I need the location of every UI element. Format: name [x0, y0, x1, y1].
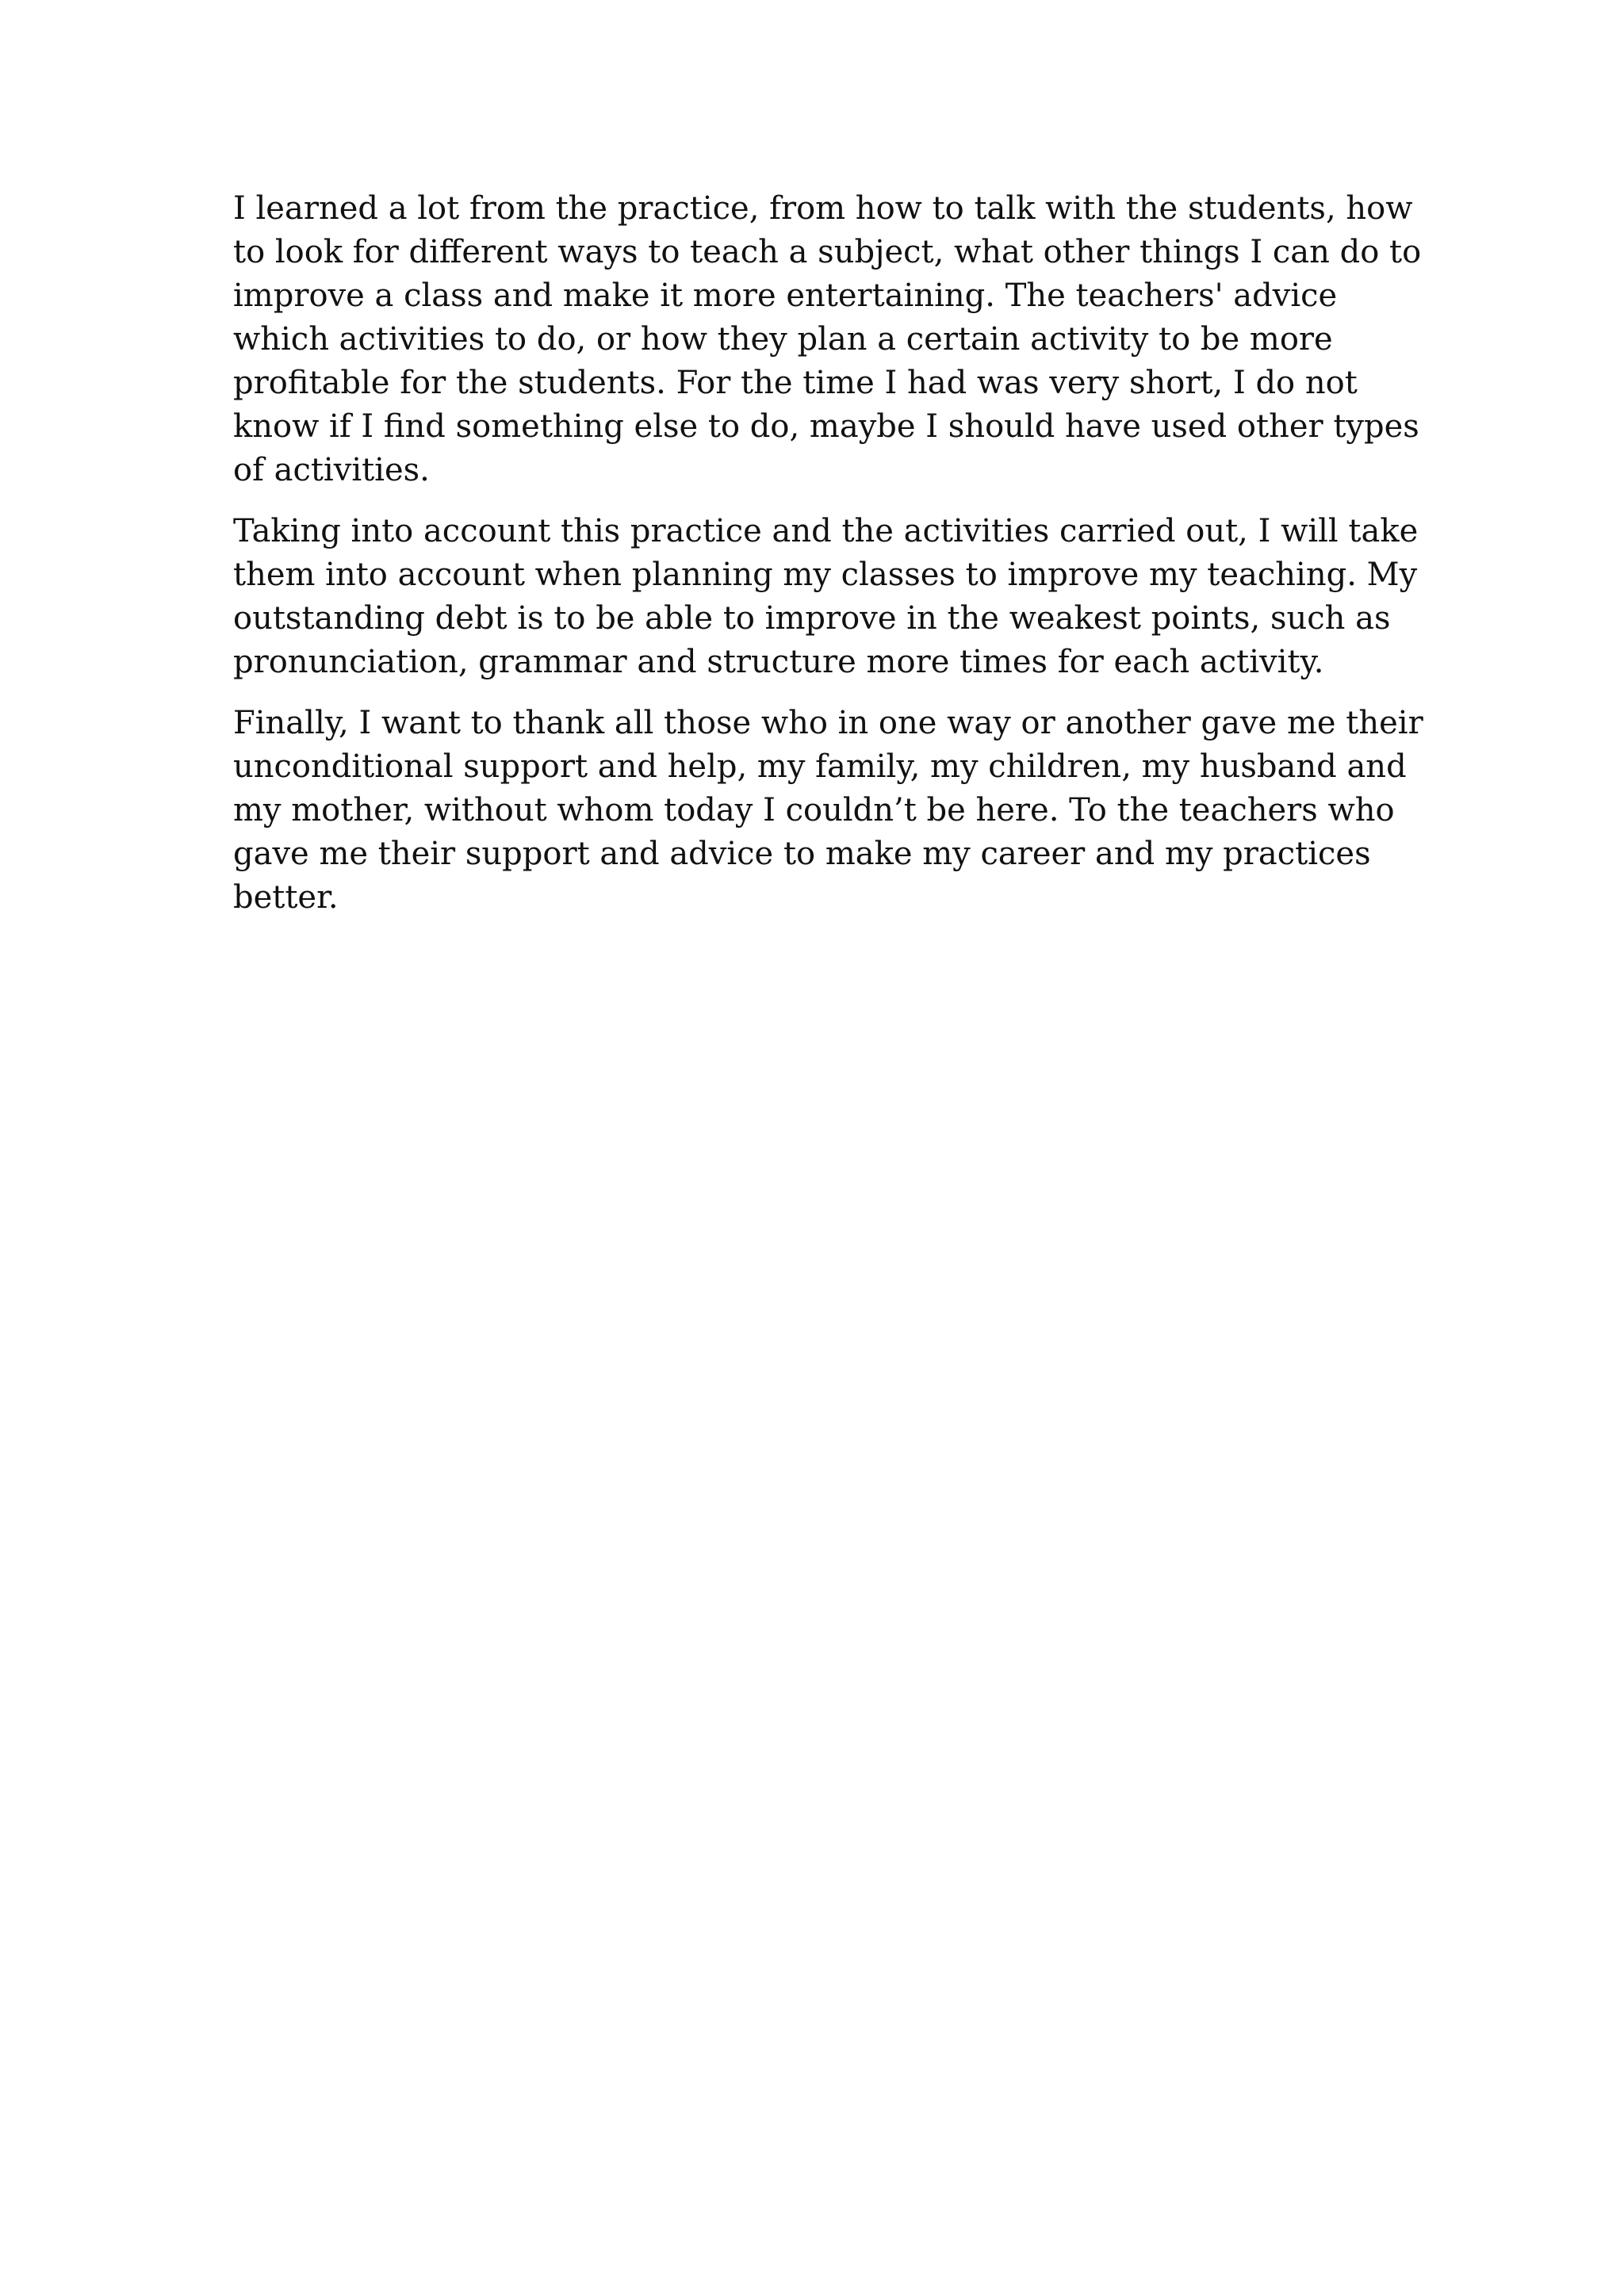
text-line: profitable for the students. For the time I had was very short, I do not	[233, 365, 1358, 401]
paragraph-planning-improvement	[233, 510, 1419, 684]
text-line: them into account when planning my classes to improve my teaching. My	[233, 557, 1418, 593]
text-line: unconditional support and help, my family, my children, my husband and	[233, 748, 1407, 785]
text-line: know if I find something else to do, maybe I should have used other types	[233, 408, 1419, 445]
text-line: of activities.	[233, 452, 430, 488]
text-line: Finally, I want to thank all those who in one way or another gave me their	[233, 705, 1423, 741]
text-line: to look for different ways to teach a subject, what other things I can do to	[233, 234, 1422, 270]
text-line: Taking into account this practice and the activities carried out, I will take	[233, 513, 1419, 549]
text-line: which activities to do, or how they plan a certain activity to be more	[233, 321, 1333, 358]
text-line: better.	[233, 879, 339, 916]
paragraph-acknowledgements	[233, 702, 1423, 920]
text-line: I learned a lot from the practice, from how to talk with the students, how	[233, 190, 1413, 227]
text-line: gave me their support and advice to make my career and my practices	[233, 836, 1371, 872]
body-text	[233, 187, 1423, 937]
paragraph-practice-learning	[233, 187, 1422, 492]
text-line: outstanding debt is to be able to improve in the weakest points, such as	[233, 600, 1391, 637]
text-line: improve a class and make it more entertaining. The teachers' advice	[233, 277, 1338, 314]
text-line: pronunciation, grammar and structure more times for each activity.	[233, 644, 1324, 680]
text-line: my mother, without whom today I couldn’t be here. To the teachers who	[233, 792, 1395, 828]
